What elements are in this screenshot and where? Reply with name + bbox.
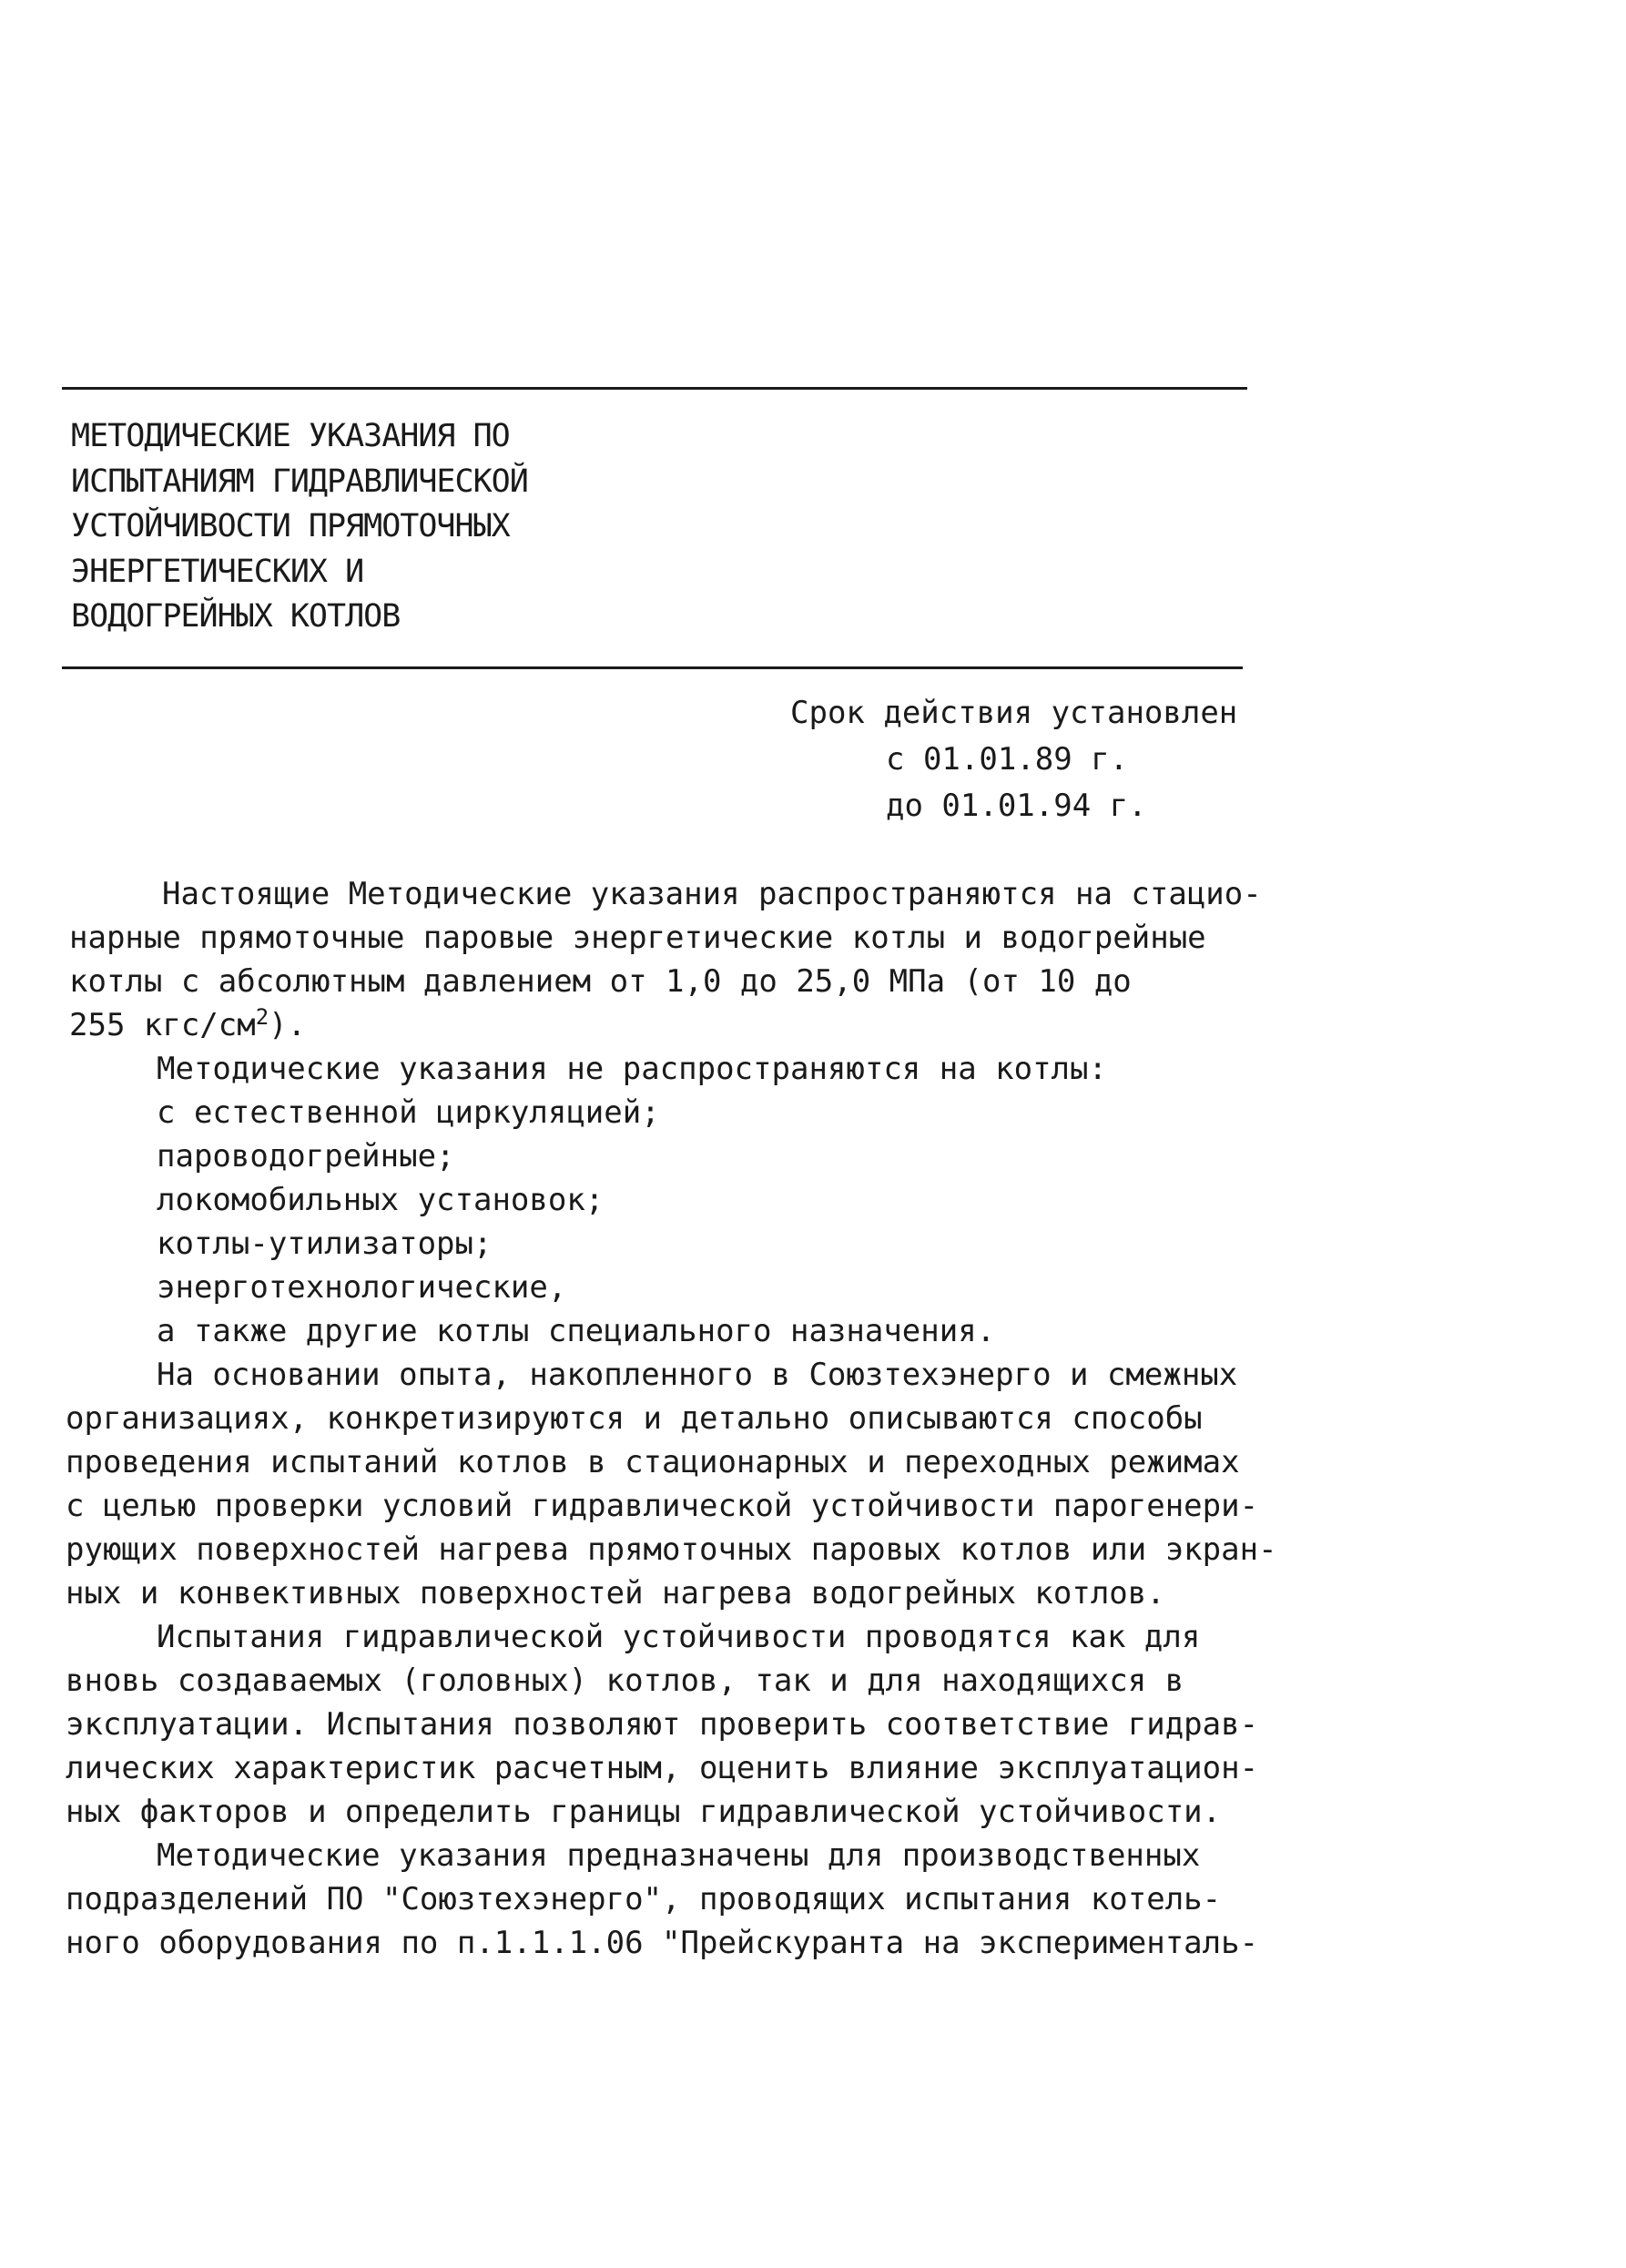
paragraph-line: лических характеристик расчетным, оценить влияние эксплуатацион- [66,1750,1259,1786]
paragraph-line: с целью проверки условий гидравлической устойчивости парогенери- [66,1488,1259,1524]
list-item: пароводогрейные; [157,1138,455,1175]
paragraph-line: Испытания гидравлической устойчивости проводятся как для [157,1619,1201,1655]
document-title [71,414,528,640]
paragraph-line: Методические указания не распространяются на котлы: [157,1051,1107,1087]
title-line: ИСПЫТАНИЯМ ГИДРАВЛИЧЕСКОЙ [71,463,528,500]
validity-end-date: до 01.01.94 г. [886,788,1147,824]
paragraph-line: нарные прямоточные паровые энергетические котлы и водогрейные [69,920,1206,956]
validity-start-date: с 01.01.89 г. [886,741,1129,778]
list-item: с естественной циркуляцией; [157,1094,660,1131]
list-item: энерготехнологические, [157,1269,567,1306]
title-line: ЭНЕРГЕТИЧЕСКИХ И [71,553,364,590]
superscript-exponent: 2 [255,1004,269,1030]
paragraph-line: вновь создаваемых (головных) котлов, так и для находящихся в [66,1663,1184,1699]
paragraph-line: котлы с абсолютным давлением от 1,0 до 25,0 МПа (от 10 до [69,963,1132,1000]
paragraph-line [69,1004,307,1043]
paragraph-line: ных факторов и определить границы гидравлической устойчивости. [66,1794,1222,1830]
validity-period [790,690,1237,829]
list-item: локомобильных установок; [157,1182,605,1218]
paragraph-line: Методические указания предназначены для производственных [157,1837,1201,1874]
list-item: котлы-утилизаторы; [157,1226,493,1262]
title-bottom-rule [62,666,1243,669]
paragraph-line: Настоящие Методические указания распространяются на стацио- [162,876,1262,912]
title-line: МЕТОДИЧЕСКИЕ УКАЗАНИЯ ПО [71,418,510,454]
paragraph-line: рующих поверхностей нагрева прямоточных паровых котлов или экран- [66,1531,1277,1568]
paragraph-line: подразделений ПО "Союзтехэнерго", проводящих испытания котель- [66,1881,1222,1917]
paragraph-line: ных и конвективных поверхностей нагрева водогрейных котлов. [66,1575,1165,1612]
paragraph-line: организациях, конкретизируются и детально описываются способы [66,1400,1203,1437]
title-top-rule [62,387,1247,390]
closing-text: ). [269,1007,307,1043]
paragraph-line: На основании опыта, накопленного в Союзтехэнерго и смежных [157,1357,1238,1393]
paragraph-line: ного оборудования по п.1.1.1.06 "Прейскуранта на эксперименталь- [66,1925,1259,1961]
validity-label: Срок действия установлен [790,695,1238,731]
list-item: а также другие котлы специального назначения. [157,1313,996,1349]
pressure-unit-text: 255 кгс/см [69,1007,256,1043]
paragraph-line: проведения испытаний котлов в стационарных и переходных режимах [66,1444,1240,1480]
paragraph-line: эксплуатации. Испытания позволяют проверить соответствие гидрав- [66,1706,1259,1743]
title-line: УСТОЙЧИВОСТИ ПРЯМОТОЧНЫХ [71,508,510,544]
title-line: ВОДОГРЕЙНЫХ КОТЛОВ [71,598,401,635]
